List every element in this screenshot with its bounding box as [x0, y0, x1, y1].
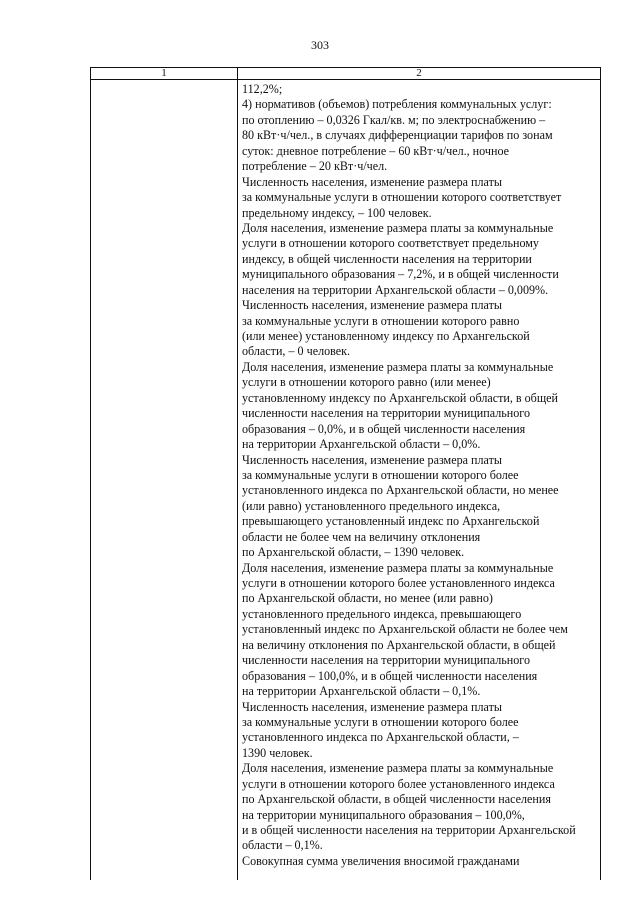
text-line: по Архангельской области, – 1390 человек.: [242, 545, 465, 560]
text-line: суток: дневное потребление – 60 кВт·ч/чел., ночное: [242, 143, 510, 158]
text-line: населения на территории Архангельской области – 0,009%.: [242, 282, 549, 297]
table-header-row: [90, 67, 601, 80]
text-line: 1390 человек.: [242, 745, 313, 760]
column-1-header: 1: [91, 68, 238, 79]
text-line: Численность населения, изменение размера платы: [242, 699, 502, 714]
text-line: 4) нормативов (объемов) потребления коммунальных услуг:: [242, 97, 552, 112]
text-line: Доля населения, изменение размера платы за коммунальные: [242, 220, 554, 235]
text-line: установленного индекса по Архангельской области, но менее: [242, 483, 559, 498]
text-line: области – 0,1%.: [242, 838, 323, 853]
text-line: установленному индексу по Архангельской области, в общей: [242, 390, 558, 405]
text-line: по отоплению – 0,0326 Гкал/кв. м; по электроснабжению –: [242, 112, 546, 127]
column-2-header: 2: [416, 67, 422, 79]
text-line: численности населения на территории муниципального: [242, 406, 531, 421]
text-line: за коммунальные услуги в отношении которого более: [242, 467, 519, 482]
text-line: на территории Архангельской области – 0,1%.: [242, 684, 481, 699]
text-line: установленного индекса по Архангельской области, –: [242, 730, 519, 745]
text-line: потребление – 20 кВт·ч/чел.: [242, 159, 388, 174]
text-line: за коммунальные услуги в отношении которого соответствует: [242, 190, 562, 205]
text-line: услуги в отношении которого более установленного индекса: [242, 576, 555, 590]
text-line: услуги в отношении которого соответствует предельному: [242, 236, 539, 251]
text-line: 112,2%;: [242, 82, 283, 96]
text-line: области, – 0 человек.: [242, 344, 351, 359]
text-line: образования – 0,0%, и в общей численности населения: [242, 421, 526, 436]
text-line: услуги в отношении которого более установленного индекса: [242, 776, 555, 791]
text-line: (или менее) установленному индексу по Архангельской: [242, 329, 530, 343]
text-line: численности населения на территории муниципального: [242, 653, 531, 668]
column-divider: [237, 80, 238, 880]
page-number: 303: [311, 38, 329, 52]
column-2-text: [242, 82, 602, 869]
text-line: за коммунальные услуги в отношении которого более: [242, 714, 519, 729]
text-line: превышающего установленный индекс по Архангельской: [242, 514, 540, 529]
text-line: Совокупная сумма увеличения вносимой гражданами: [242, 853, 520, 868]
text-line: установленного предельного индекса, превышающего: [242, 606, 522, 621]
text-line: области не более чем на величину отклонения: [242, 529, 481, 544]
text-line: предельному индексу, – 100 человек.: [242, 205, 432, 220]
text-line: по Архангельской области, в общей численности населения: [242, 792, 551, 807]
table-body: [90, 80, 601, 880]
text-line: по Архангельской области, но менее (или равно): [242, 591, 493, 606]
text-line: Доля населения, изменение размера платы за коммунальные: [242, 560, 554, 575]
text-line: 80 кВт·ч/чел., в случаях дифференциации тарифов по зонам: [242, 128, 553, 143]
text-line: индексу, в общей численности населения на территории: [242, 251, 532, 266]
text-line: на территории муниципального образования – 100,0%,: [242, 807, 525, 822]
text-line: Численность населения, изменение размера платы: [242, 298, 502, 313]
text-line: установленный индекс по Архангельской области не более чем: [242, 622, 568, 637]
document-table: [90, 67, 601, 880]
text-line: на величину отклонения по Архангельской области, в общей: [242, 637, 556, 652]
text-line: муниципального образования – 7,2%, и в общей численности: [242, 267, 559, 282]
text-line: (или равно) установленного предельного индекса,: [242, 498, 501, 513]
text-line: Численность населения, изменение размера платы: [242, 174, 502, 189]
text-line: услуги в отношении которого равно (или менее): [242, 375, 491, 390]
text-line: образования – 100,0%, и в общей численности населения: [242, 668, 538, 683]
text-line: и в общей численности населения на территории Архангельской: [242, 823, 576, 837]
text-line: Численность населения, изменение размера платы: [242, 452, 502, 467]
text-line: Доля населения, изменение размера платы за коммунальные: [242, 761, 554, 776]
text-line: на территории Архангельской области – 0,0%.: [242, 437, 481, 452]
text-line: за коммунальные услуги в отношении которого равно: [242, 313, 520, 328]
text-line: Доля населения, изменение размера платы за коммунальные: [242, 359, 554, 374]
